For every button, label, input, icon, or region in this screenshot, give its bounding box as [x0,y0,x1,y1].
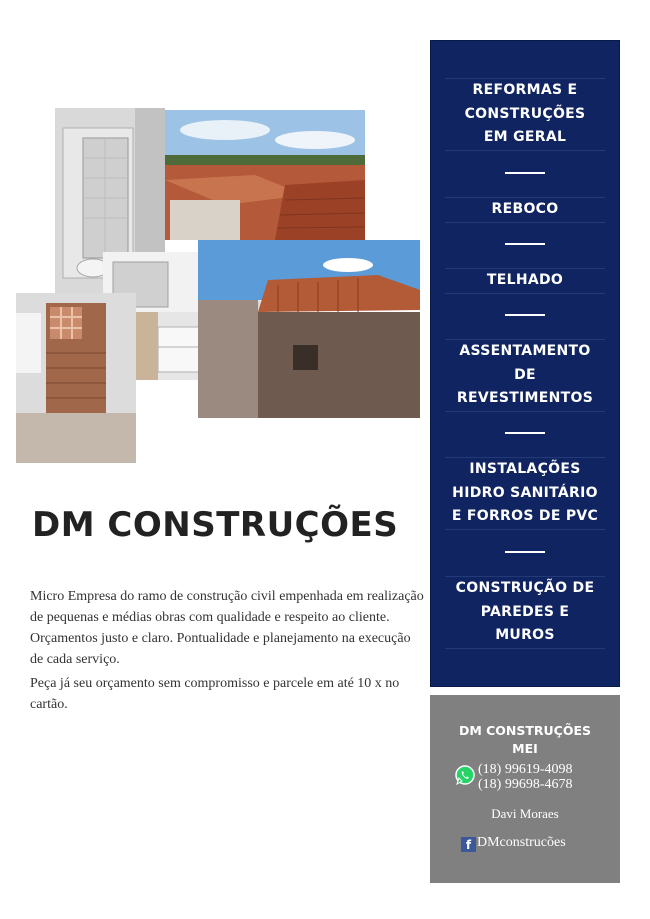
phone-number[interactable]: (18) 99619-4098 [478,762,573,777]
service-instalacoes [445,457,605,530]
contact-panel [430,695,620,883]
contact-company-name: DM CONSTRUÇÕES [458,723,592,738]
contact-person: Davi Moraes [491,806,559,821]
services-panel [430,40,620,687]
photo-rooftops [165,110,365,240]
service-assentamento [445,339,605,412]
service-line: REVESTIMENTOS [456,390,594,406]
service-line: CONSTRUÇÃO DE [455,580,595,596]
contact-title [430,722,620,758]
photo-brick-wall-window [16,293,136,463]
separator [505,314,545,316]
service-telhado [445,268,605,294]
company-headline: DM CONSTRUÇÕES [32,505,399,545]
service-line: E FORROS DE PVC [451,508,599,524]
service-reformas [445,78,605,151]
separator [505,172,545,174]
service-line: INSTALAÇÕES [469,461,581,477]
phone-number[interactable]: (18) 99698-4678 [478,777,573,792]
separator [505,432,545,434]
separator [505,243,545,245]
whatsapp-icon [455,765,475,785]
service-paredes-muros [445,576,605,649]
service-line: EM GERAL [483,129,567,145]
company-description: Micro Empresa do ramo de construção civil empenhada em realização de pequenas e médias obras com qualidade e respeito ao cliente. Orçamentos justo e claro. Pontualidade e planejamento na execução de cada serviço. [30,589,424,667]
service-line: REBOCO [491,201,559,217]
service-line: HIDRO SANITÁRIO [452,484,598,501]
service-reboco [445,197,605,223]
contact-company-type: MEI [512,741,538,756]
service-line: TELHADO [486,272,564,288]
service-line: PAREDES E [480,603,570,620]
facebook-handle[interactable]: DMconstrucões [477,835,566,850]
photo-roof-tiles-house [198,240,420,418]
service-line: DE [514,366,536,383]
service-line: CONSTRUÇÕES [464,105,586,122]
service-line: REFORMAS E [472,82,578,98]
separator [505,551,545,553]
quote-offer-text: Peça já seu orçamento sem compromisso e parcele em até 10 x no cartão. [30,676,400,712]
service-line: ASSENTAMENTO [459,343,591,359]
facebook-icon: f [461,837,476,852]
service-line: MUROS [495,627,555,643]
